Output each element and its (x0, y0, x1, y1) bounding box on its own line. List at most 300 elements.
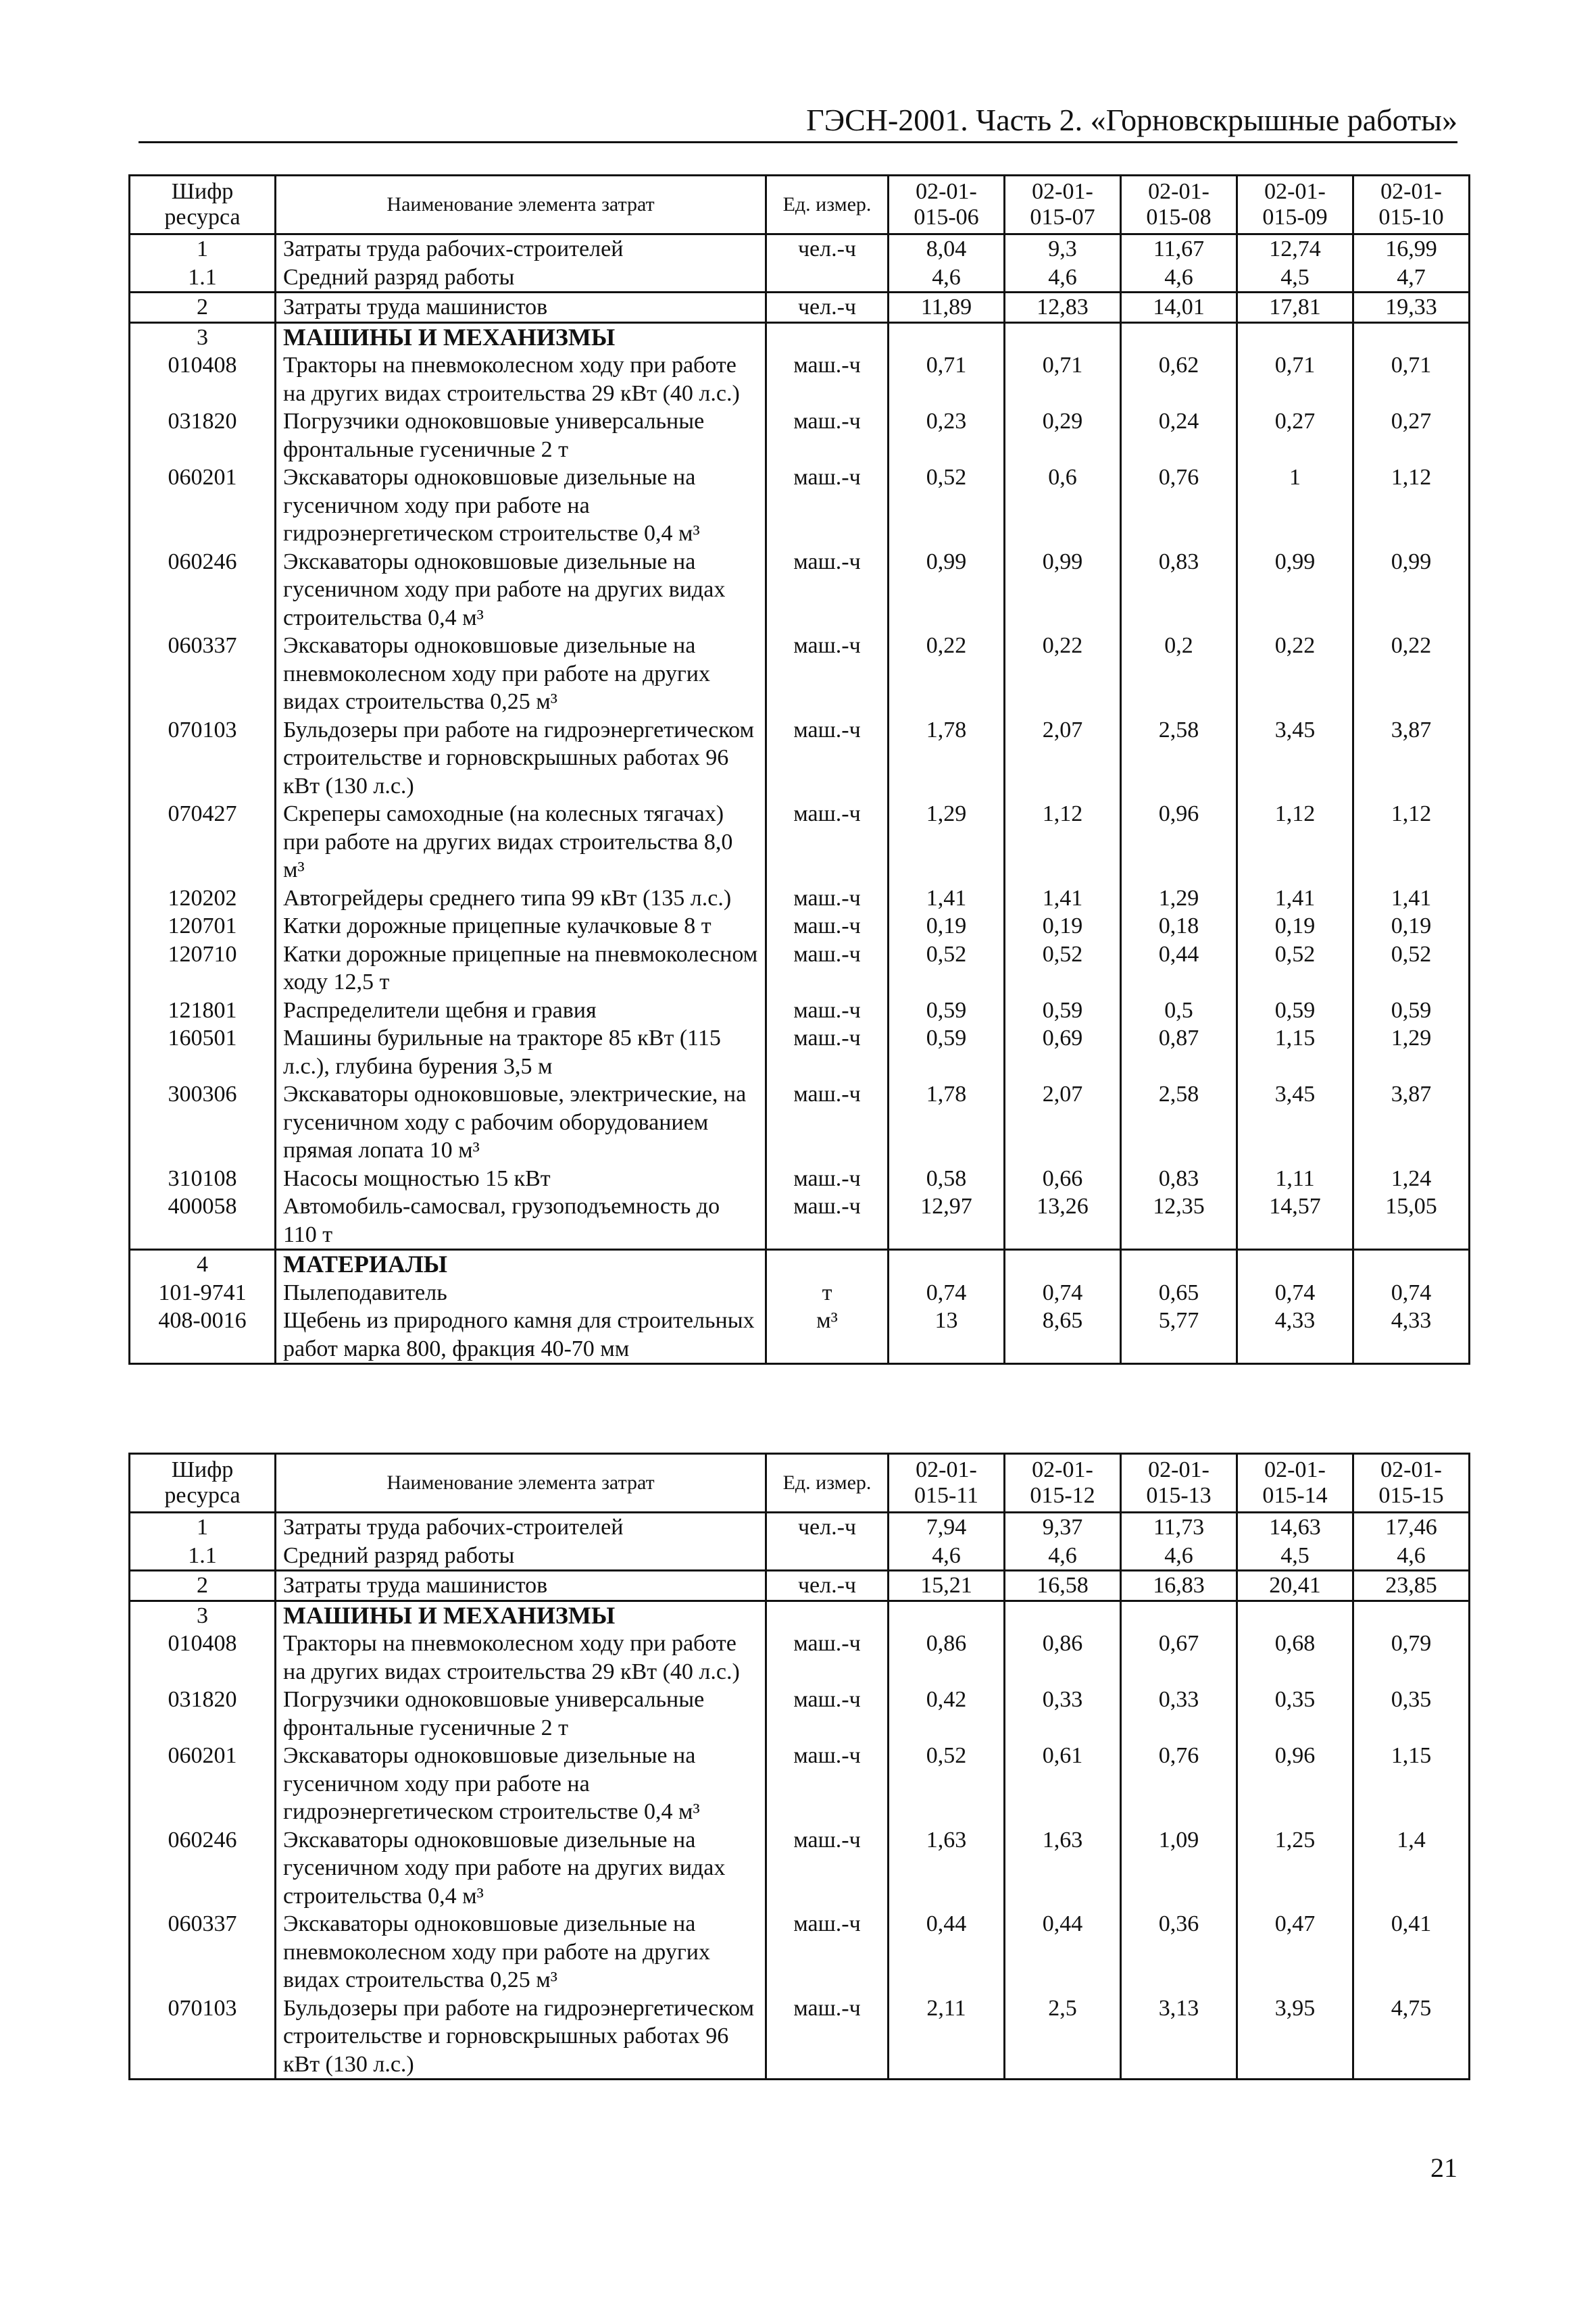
table-row (130, 1994, 1470, 2080)
value-cell: 8,65 (1005, 1307, 1121, 1364)
table-row (130, 1279, 1470, 1307)
norm-code-line: 015-11 (914, 1483, 979, 1508)
table-row (130, 1686, 1470, 1742)
value-cell: 0,86 (889, 1630, 1005, 1686)
value-cell: 3,13 (1121, 1994, 1237, 2080)
resource-code: 031820 (130, 1686, 276, 1742)
unit-cell: чел.-ч (766, 1513, 889, 1542)
value-cell: 0,47 (1237, 1910, 1353, 1994)
value-cell: 15,05 (1353, 1192, 1470, 1250)
value-cell (1353, 1250, 1470, 1279)
value-cell (1005, 1601, 1121, 1630)
value-cell: 0,83 (1121, 1165, 1237, 1193)
value-cell: 1,12 (1353, 463, 1470, 548)
norm-code-line: 02-01- (1148, 1457, 1210, 1482)
value-cell: 0,42 (889, 1686, 1005, 1742)
norm-code-line: 02-01- (1380, 1457, 1442, 1482)
value-cell: 8,04 (889, 234, 1005, 263)
unit-cell: маш.-ч (793, 1194, 861, 1219)
value-cell (1005, 322, 1121, 351)
value-cell: 1,63 (889, 1826, 1005, 1911)
value-cell: 4,6 (1121, 263, 1237, 293)
column-header-norm-code (1353, 176, 1470, 234)
value-cell: 0,35 (1353, 1686, 1470, 1742)
table-row (130, 1192, 1470, 1250)
value-cell: 4,6 (889, 1542, 1005, 1571)
value-cell: 1,29 (1353, 1024, 1470, 1080)
table-header-row (130, 176, 1470, 234)
value-cell: 1,15 (1237, 1024, 1353, 1080)
unit-cell: маш.-ч (793, 409, 861, 434)
value-cell: 1,12 (1353, 800, 1470, 884)
value-cell (1121, 322, 1237, 351)
value-cell: 3,45 (1237, 716, 1353, 801)
value-cell: 0,29 (1005, 407, 1121, 463)
table-row (130, 293, 1470, 323)
unit-cell: маш.-ч (793, 1082, 861, 1107)
column-header-name: Наименование элемента затрат (276, 1454, 766, 1513)
resource-name: Автогрейдеры среднего типа 99 кВт (135 л.с.) (276, 884, 766, 913)
value-cell: 2,5 (1005, 1994, 1121, 2080)
unit-cell: маш.-ч (793, 633, 861, 658)
column-header-norm-code (1353, 1454, 1470, 1513)
value-cell: 0,27 (1353, 407, 1470, 463)
norm-code-line: 015-09 (1262, 205, 1328, 230)
value-cell: 11,67 (1121, 234, 1237, 263)
value-cell (1237, 1250, 1353, 1279)
value-cell (1353, 1601, 1470, 1630)
value-cell: 0,69 (1005, 1024, 1121, 1080)
value-cell: 0,52 (1005, 940, 1121, 997)
value-cell: 0,44 (1005, 1910, 1121, 1994)
resource-name: Экскаваторы одноковшовые дизельные на гусеничном ходу при работе на гидроэнергетическом строительстве 0,4 м³ (276, 463, 766, 548)
resource-name: Пылеподавитель (276, 1279, 766, 1307)
table-row (130, 1307, 1470, 1364)
value-cell: 1,4 (1353, 1826, 1470, 1911)
value-cell: 16,83 (1121, 1571, 1237, 1601)
value-cell: 0,2 (1121, 632, 1237, 716)
table-row (130, 1742, 1470, 1826)
unit-cell: маш.-ч (793, 1827, 861, 1853)
resource-code: 310108 (130, 1165, 276, 1193)
resource-code: 1 (130, 1513, 276, 1542)
resource-name: Щебень из природного камня для строительных работ марка 800, фракция 40-70 мм (276, 1307, 766, 1364)
column-header-code (130, 1454, 276, 1513)
value-cell: 0,22 (1005, 632, 1121, 716)
table-row (130, 1024, 1470, 1080)
value-cell: 3,45 (1237, 1080, 1353, 1165)
unit-cell: маш.-ч (793, 801, 861, 826)
resource-code: 400058 (130, 1192, 276, 1250)
norm-code-line: 015-07 (1030, 205, 1095, 230)
table-row (130, 234, 1470, 263)
resource-code: 060201 (130, 463, 276, 548)
value-cell (1121, 1250, 1237, 1279)
value-cell: 4,6 (889, 263, 1005, 293)
value-cell: 13,26 (1005, 1192, 1121, 1250)
value-cell: 0,52 (1353, 940, 1470, 997)
resource-name: Затраты труда рабочих-строителей (276, 1513, 766, 1542)
unit-cell: маш.-ч (793, 941, 861, 967)
value-cell: 2,58 (1121, 1080, 1237, 1165)
section-title-row (130, 1601, 1470, 1630)
resource-code: 408-0016 (130, 1307, 276, 1364)
value-cell: 0,41 (1353, 1910, 1470, 1994)
value-cell: 0,22 (1353, 632, 1470, 716)
norm-table-2 (128, 1453, 1470, 2080)
value-cell: 2,07 (1005, 716, 1121, 801)
table-row (130, 912, 1470, 940)
value-cell: 1,63 (1005, 1826, 1121, 1911)
value-cell: 0,99 (889, 548, 1005, 632)
unit-cell (766, 1250, 889, 1279)
page-header-title: ГЭСН-2001. Часть 2. «Горновскрышные работы» (806, 103, 1457, 137)
table-row (130, 1165, 1470, 1193)
resource-code: 060246 (130, 548, 276, 632)
section-title: МАШИНЫ И МЕХАНИЗМЫ (276, 322, 766, 351)
value-cell: 3,87 (1353, 716, 1470, 801)
value-cell: 0,52 (889, 463, 1005, 548)
value-cell: 0,44 (1121, 940, 1237, 997)
value-cell: 1,41 (1353, 884, 1470, 913)
resource-code: 010408 (130, 351, 276, 407)
value-cell: 0,83 (1121, 548, 1237, 632)
resource-code: 2 (130, 293, 276, 323)
value-cell: 4,6 (1353, 1542, 1470, 1571)
value-cell: 13 (889, 1307, 1005, 1364)
unit-cell: маш.-ч (793, 353, 861, 378)
resource-code: 070103 (130, 1994, 276, 2080)
value-cell: 0,27 (1237, 407, 1353, 463)
norm-code-line: 02-01- (1032, 1457, 1093, 1482)
value-cell: 0,74 (1237, 1279, 1353, 1307)
table-row (130, 463, 1470, 548)
value-cell: 11,89 (889, 293, 1005, 323)
value-cell: 0,18 (1121, 912, 1237, 940)
value-cell: 0,52 (889, 940, 1005, 997)
norm-code-line: 015-14 (1262, 1483, 1328, 1508)
table-row (130, 1826, 1470, 1911)
resource-code: 160501 (130, 1024, 276, 1080)
resource-name: Экскаваторы одноковшовые, электрические, на гусеничном ходу с рабочим оборудованием прямая лопата 10 м³ (276, 1080, 766, 1165)
resource-code: 3 (130, 1601, 276, 1630)
column-header-unit: Ед. измер. (766, 176, 889, 234)
column-header-norm-code (1005, 176, 1121, 234)
value-cell (889, 322, 1005, 351)
unit-cell: маш.-ч (793, 1631, 861, 1656)
unit-cell: м³ (766, 1307, 889, 1364)
column-header-norm-code (889, 176, 1005, 234)
norm-code-line: 015-08 (1146, 205, 1212, 230)
unit-cell: маш.-ч (793, 885, 861, 911)
norm-code-line: 02-01- (1264, 1457, 1326, 1482)
resource-code: 060337 (130, 1910, 276, 1994)
column-header-code (130, 176, 276, 234)
unit-cell: маш.-ч (793, 717, 861, 743)
value-cell (1237, 1601, 1353, 1630)
value-cell: 19,33 (1353, 293, 1470, 323)
resource-code: 070103 (130, 716, 276, 801)
resource-name: Экскаваторы одноковшовые дизельные на гусеничном ходу при работе на других видах строительства 0,4 м³ (276, 1826, 766, 1911)
unit-cell: чел.-ч (766, 234, 889, 263)
column-header-norm-code (1005, 1454, 1121, 1513)
table-row (130, 1571, 1470, 1601)
table-row (130, 407, 1470, 463)
resource-name: Средний разряд работы (276, 1542, 766, 1571)
value-cell (1121, 1601, 1237, 1630)
value-cell: 12,83 (1005, 293, 1121, 323)
norm-code-line: 02-01- (1032, 179, 1093, 204)
value-cell: 0,68 (1237, 1630, 1353, 1686)
resource-name: Бульдозеры при работе на гидроэнергетическом строительстве и горновскрышных работах 96 кВт (130 л.с.) (276, 716, 766, 801)
resource-code: 120710 (130, 940, 276, 997)
value-cell: 0,74 (889, 1279, 1005, 1307)
column-header-unit: Ед. измер. (766, 1454, 889, 1513)
unit-cell: маш.-ч (793, 1165, 861, 1191)
value-cell: 7,94 (889, 1513, 1005, 1542)
value-cell: 0,59 (1237, 997, 1353, 1025)
value-cell: 12,74 (1237, 234, 1353, 263)
resource-code: 1.1 (130, 1542, 276, 1571)
value-cell: 1,15 (1353, 1742, 1470, 1826)
norm-code-line: 015-06 (914, 205, 979, 230)
unit-cell: маш.-ч (793, 549, 861, 574)
norm-code-line: 02-01- (916, 179, 977, 204)
column-header-norm-code (1237, 1454, 1353, 1513)
column-header-norm-code (1121, 176, 1237, 234)
resource-name: Тракторы на пневмоколесном ходу при работе на других видах строительства 29 кВт (40 л.с.) (276, 351, 766, 407)
unit-cell: чел.-ч (766, 1571, 889, 1601)
table-row (130, 716, 1470, 801)
value-cell: 0,76 (1121, 463, 1237, 548)
value-cell: 17,81 (1237, 293, 1353, 323)
resource-code: 121801 (130, 997, 276, 1025)
norm-code-line: 02-01- (1148, 179, 1210, 204)
value-cell: 0,71 (1353, 351, 1470, 407)
value-cell: 1,09 (1121, 1826, 1237, 1911)
value-cell: 4,6 (1121, 1542, 1237, 1571)
resource-code: 3 (130, 322, 276, 351)
value-cell: 0,76 (1121, 1742, 1237, 1826)
table-row (130, 1910, 1470, 1994)
value-cell: 0,99 (1005, 548, 1121, 632)
value-cell: 0,58 (889, 1165, 1005, 1193)
value-cell: 0,19 (1237, 912, 1353, 940)
value-cell: 4,33 (1237, 1307, 1353, 1364)
value-cell: 0,33 (1121, 1686, 1237, 1742)
table-row (130, 351, 1470, 407)
resource-name: Насосы мощностью 15 кВт (276, 1165, 766, 1193)
value-cell: 1,25 (1237, 1826, 1353, 1911)
resource-name: Тракторы на пневмоколесном ходу при работе на других видах строительства 29 кВт (40 л.с.) (276, 1630, 766, 1686)
column-header-norm-code (1237, 176, 1353, 234)
unit-cell: маш.-ч (793, 1026, 861, 1051)
norm-code-line: 015-15 (1378, 1483, 1444, 1508)
value-cell: 17,46 (1353, 1513, 1470, 1542)
value-cell: 0,74 (1353, 1279, 1470, 1307)
value-cell: 0,19 (1005, 912, 1121, 940)
norm-code-line: 015-12 (1030, 1483, 1095, 1508)
value-cell: 0,22 (1237, 632, 1353, 716)
unit-cell: маш.-ч (793, 913, 861, 938)
value-cell: 4,33 (1353, 1307, 1470, 1364)
value-cell: 1 (1237, 463, 1353, 548)
resource-code: 070427 (130, 800, 276, 884)
value-cell (1237, 322, 1353, 351)
value-cell (889, 1601, 1005, 1630)
value-cell: 1,24 (1353, 1165, 1470, 1193)
norm-code-line: 02-01- (1380, 179, 1442, 204)
unit-cell (766, 263, 889, 293)
value-cell: 0,5 (1121, 997, 1237, 1025)
table-row (130, 940, 1470, 997)
value-cell: 0,67 (1121, 1630, 1237, 1686)
value-cell: 4,6 (1005, 1542, 1121, 1571)
section-title: МАШИНЫ И МЕХАНИЗМЫ (276, 1601, 766, 1630)
resource-name: Затраты труда рабочих-строителей (276, 234, 766, 263)
value-cell (889, 1250, 1005, 1279)
resource-code: 4 (130, 1250, 276, 1279)
value-cell: 14,63 (1237, 1513, 1353, 1542)
unit-cell (766, 1601, 889, 1630)
value-cell: 0,6 (1005, 463, 1121, 548)
unit-cell: маш.-ч (793, 1743, 861, 1768)
value-cell: 0,71 (1005, 351, 1121, 407)
column-header-code-line: ресурса (164, 205, 241, 230)
value-cell: 0,33 (1005, 1686, 1121, 1742)
value-cell: 1,29 (889, 800, 1005, 884)
resource-code: 1 (130, 234, 276, 263)
value-cell: 1,41 (1005, 884, 1121, 913)
resource-name: Экскаваторы одноковшовые дизельные на гусеничном ходу при работе на гидроэнергетическом строительстве 0,4 м³ (276, 1742, 766, 1826)
value-cell: 0,99 (1353, 548, 1470, 632)
resource-name: Погрузчики одноковшовые универсальные фронтальные гусеничные 2 т (276, 407, 766, 463)
value-cell: 0,59 (1005, 997, 1121, 1025)
section-title: МАТЕРИАЛЫ (276, 1250, 766, 1279)
value-cell: 0,74 (1005, 1279, 1121, 1307)
value-cell: 4,7 (1353, 263, 1470, 293)
value-cell: 5,77 (1121, 1307, 1237, 1364)
resource-name: Катки дорожные прицепные кулачковые 8 т (276, 912, 766, 940)
value-cell: 0,86 (1005, 1630, 1121, 1686)
value-cell: 1,41 (889, 884, 1005, 913)
unit-cell: маш.-ч (766, 1994, 889, 2080)
resource-name: Экскаваторы одноковшовые дизельные на гусеничном ходу при работе на других видах строительства 0,4 м³ (276, 548, 766, 632)
resource-code: 120701 (130, 912, 276, 940)
resource-code: 101-9741 (130, 1279, 276, 1307)
value-cell: 4,5 (1237, 1542, 1353, 1571)
value-cell: 0,87 (1121, 1024, 1237, 1080)
value-cell: 1,11 (1237, 1165, 1353, 1193)
resource-code: 2 (130, 1571, 276, 1601)
column-header-norm-code (889, 1454, 1005, 1513)
value-cell: 0,99 (1237, 548, 1353, 632)
table-row (130, 1080, 1470, 1165)
table-row (130, 997, 1470, 1025)
table-row (130, 1542, 1470, 1571)
unit-cell: маш.-ч (793, 465, 861, 490)
value-cell: 1,41 (1237, 884, 1353, 913)
resource-name: Экскаваторы одноковшовые дизельные на пневмоколесном ходу при работе на других видах строительства 0,25 м³ (276, 632, 766, 716)
value-cell (1005, 1250, 1121, 1279)
resource-name: Затраты труда машинистов (276, 1571, 766, 1601)
table-row (130, 1630, 1470, 1686)
value-cell: 2,58 (1121, 716, 1237, 801)
unit-cell (766, 1542, 889, 1571)
value-cell: 0,59 (889, 1024, 1005, 1080)
value-cell: 0,22 (889, 632, 1005, 716)
table-header-row (130, 1454, 1470, 1513)
value-cell: 15,21 (889, 1571, 1005, 1601)
value-cell: 0,79 (1353, 1630, 1470, 1686)
resource-code: 060246 (130, 1826, 276, 1911)
value-cell: 0,96 (1121, 800, 1237, 884)
value-cell: 23,85 (1353, 1571, 1470, 1601)
resource-code: 010408 (130, 1630, 276, 1686)
value-cell: 1,12 (1237, 800, 1353, 884)
value-cell: 0,71 (1237, 351, 1353, 407)
value-cell: 16,99 (1353, 234, 1470, 263)
resource-name: Затраты труда машинистов (276, 293, 766, 323)
value-cell: 0,61 (1005, 1742, 1121, 1826)
column-header-name: Наименование элемента затрат (276, 176, 766, 234)
unit-cell: маш.-ч (793, 1687, 861, 1712)
value-cell: 1,12 (1005, 800, 1121, 884)
value-cell: 20,41 (1237, 1571, 1353, 1601)
value-cell: 0,59 (1353, 997, 1470, 1025)
table-row (130, 632, 1470, 716)
value-cell: 0,19 (889, 912, 1005, 940)
resource-code: 1.1 (130, 263, 276, 293)
resource-name: Экскаваторы одноковшовые дизельные на пневмоколесном ходу при работе на других видах строительства 0,25 м³ (276, 1910, 766, 1994)
table-row (130, 884, 1470, 913)
resource-name: Машины бурильные на тракторе 85 кВт (115 л.с.), глубина бурения 3,5 м (276, 1024, 766, 1080)
resource-name: Автомобиль-самосвал, грузоподъемность до 110 т (276, 1192, 766, 1250)
value-cell: 0,24 (1121, 407, 1237, 463)
column-header-code-line: Шифр (171, 1457, 234, 1482)
value-cell: 2,11 (889, 1994, 1005, 2080)
value-cell: 12,97 (889, 1192, 1005, 1250)
value-cell: 12,35 (1121, 1192, 1237, 1250)
header-divider (139, 141, 1457, 143)
resource-code: 060337 (130, 632, 276, 716)
resource-name: Катки дорожные прицепные на пневмоколесном ходу 12,5 т (276, 940, 766, 997)
value-cell: 0,52 (1237, 940, 1353, 997)
value-cell: 16,58 (1005, 1571, 1121, 1601)
value-cell: 4,5 (1237, 263, 1353, 293)
section-title-row (130, 1250, 1470, 1279)
value-cell: 11,73 (1121, 1513, 1237, 1542)
value-cell: 0,35 (1237, 1686, 1353, 1742)
value-cell: 0,65 (1121, 1279, 1237, 1307)
resource-name: Распределители щебня и гравия (276, 997, 766, 1025)
resource-code: 031820 (130, 407, 276, 463)
column-header-code-line: ресурса (164, 1483, 241, 1508)
value-cell: 4,75 (1353, 1994, 1470, 2080)
table-row (130, 800, 1470, 884)
page-number: 21 (1430, 2153, 1457, 2183)
unit-cell: маш.-ч (793, 1911, 861, 1936)
value-cell: 0,62 (1121, 351, 1237, 407)
value-cell: 0,36 (1121, 1910, 1237, 1994)
resource-name: Скреперы самоходные (на колесных тягачах) при работе на других видах строительства 8,0 м³ (276, 800, 766, 884)
value-cell: 9,37 (1005, 1513, 1121, 1542)
value-cell: 2,07 (1005, 1080, 1121, 1165)
value-cell: 1,29 (1121, 884, 1237, 913)
value-cell: 14,57 (1237, 1192, 1353, 1250)
resource-name: Погрузчики одноковшовые универсальные фронтальные гусеничные 2 т (276, 1686, 766, 1742)
value-cell: 0,71 (889, 351, 1005, 407)
